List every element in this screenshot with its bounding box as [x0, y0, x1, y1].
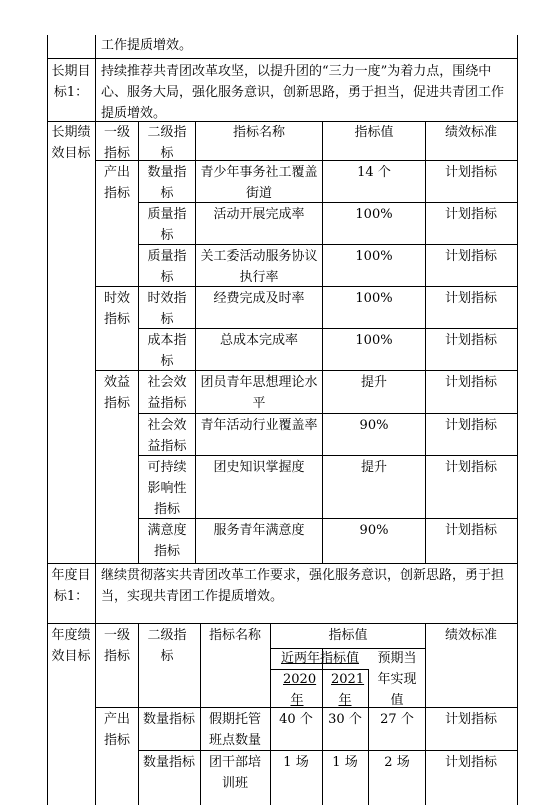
table-cell: 团干部培训班 — [208, 755, 261, 791]
header-level2: 二级指标 — [147, 125, 187, 161]
header-standard: 绩效标准 — [444, 125, 497, 140]
long-perf-label: 长期绩效目标 — [51, 125, 91, 161]
header-value: 指标值 — [328, 628, 368, 643]
table-cell: 100% — [355, 249, 393, 264]
table-border — [322, 648, 323, 805]
table-cell: 时效指标 — [147, 291, 187, 327]
table-cell: 100% — [355, 333, 393, 348]
table-cell: 14 个 — [357, 165, 391, 180]
table-cell: 1 场 — [332, 755, 358, 770]
table-cell: 计划指标 — [444, 755, 497, 770]
long-goal-label: 长期目标1： — [51, 64, 91, 100]
table-cell: 质量指标 — [147, 249, 187, 285]
table-cell: 团员青年思想理论水平 — [200, 375, 318, 411]
table-border — [47, 35, 48, 805]
header-value: 指标值 — [354, 125, 394, 140]
long-goal-text: 持续推荐共青团改革攻坚，以提升团的“三力一度”为着力点，围绕中心、服务大局，强化服务意识，创新思路，勇于担当，促进共青团工作提质增效。 — [101, 64, 505, 121]
table-border — [138, 202, 518, 203]
table-cell: 数量指标 — [143, 712, 196, 727]
table-cell: 40 个 — [279, 712, 313, 727]
table-cell: 活动开展完成率 — [213, 207, 305, 222]
annual-goal-text: 继续贯彻落实共青团改革工作要求，强化服务意识，创新思路，勇于担当，实现共青团工作提质增效。 — [101, 568, 505, 604]
table-cell: 数量指标 — [143, 755, 196, 770]
table-cell: 假期托管班点数量 — [208, 712, 261, 748]
table-border — [322, 121, 323, 563]
table-border — [47, 623, 518, 624]
table-cell: 计划指标 — [444, 291, 497, 306]
table-cell: 青年活动行业覆盖率 — [200, 418, 318, 433]
header-2021: 2021年 — [331, 672, 365, 708]
table-border — [47, 58, 518, 59]
table-cell: 计划指标 — [444, 249, 497, 264]
table-border — [195, 121, 196, 563]
level1-benefit: 效益指标 — [103, 375, 130, 411]
table-cell: 计划指标 — [444, 418, 497, 433]
table-cell: 社会效益指标 — [147, 375, 187, 411]
table-cell: 服务青年满意度 — [213, 523, 305, 538]
table-cell: 1 场 — [283, 755, 309, 770]
table-cell: 满意度指标 — [147, 523, 187, 559]
table-cell: 提升 — [360, 460, 387, 475]
table-border — [138, 244, 518, 245]
header-expected: 预期当年实现值 — [377, 651, 417, 708]
table-cell: 2 场 — [384, 755, 410, 770]
intro-tail-text: 工作提质增效。 — [101, 38, 193, 53]
table-border — [95, 35, 96, 59]
table-border — [138, 328, 518, 329]
table-cell: 总成本完成率 — [219, 333, 298, 348]
table-cell: 计划指标 — [444, 712, 497, 727]
table-cell: 计划指标 — [444, 207, 497, 222]
table-border — [138, 121, 139, 563]
table-border — [270, 623, 271, 805]
header-name: 指标名称 — [208, 628, 261, 643]
table-border — [138, 455, 518, 456]
annual-perf-label: 年度绩效目标 — [51, 628, 91, 664]
table-cell: 100% — [355, 291, 393, 306]
header-2020: 2020年 — [283, 672, 317, 708]
table-cell: 可持续影响性指标 — [147, 460, 187, 517]
header-name: 指标名称 — [232, 125, 285, 140]
table-cell: 数量指标 — [147, 165, 187, 201]
table-border — [138, 518, 518, 519]
level1-output: 产出指标 — [103, 712, 130, 748]
header-level2: 二级指标 — [147, 628, 187, 664]
table-cell: 团史知识掌握度 — [213, 460, 305, 475]
header-standard: 绩效标准 — [444, 628, 497, 643]
table-border — [138, 750, 518, 751]
table-border — [138, 413, 518, 414]
table-cell: 质量指标 — [147, 207, 187, 243]
level1-output: 产出指标 — [103, 165, 130, 201]
table-cell: 90% — [359, 523, 389, 538]
table-cell: 计划指标 — [444, 375, 497, 390]
table-border — [517, 35, 518, 805]
level1-timeliness: 时效指标 — [103, 291, 130, 327]
table-cell: 计划指标 — [444, 165, 497, 180]
table-cell: 经费完成及时率 — [213, 291, 305, 306]
table-border — [368, 669, 369, 805]
table-cell: 计划指标 — [444, 460, 497, 475]
table-border — [425, 623, 426, 805]
table-cell: 计划指标 — [444, 523, 497, 538]
table-cell: 100% — [355, 207, 393, 222]
table-border — [138, 623, 139, 805]
table-cell: 30 个 — [328, 712, 362, 727]
header-level1: 一级指标 — [103, 628, 130, 664]
table-cell: 计划指标 — [444, 333, 497, 348]
header-recent: 近两年指标值 — [280, 651, 359, 666]
annual-goal-label: 年度目标1： — [51, 568, 91, 604]
table-cell: 社会效益指标 — [147, 418, 187, 454]
table-border — [425, 121, 426, 563]
table-cell: 关工委活动服务协议执行率 — [200, 249, 318, 285]
table-border — [200, 623, 201, 805]
table-border — [47, 563, 518, 564]
table-border — [95, 58, 96, 805]
header-level1: 一级指标 — [103, 125, 130, 161]
table-cell: 提升 — [360, 375, 387, 390]
table-cell: 90% — [359, 418, 389, 433]
table-cell: 成本指标 — [147, 333, 187, 369]
table-cell: 青少年事务社工覆盖街道 — [200, 165, 318, 201]
table-cell: 27 个 — [380, 712, 414, 727]
